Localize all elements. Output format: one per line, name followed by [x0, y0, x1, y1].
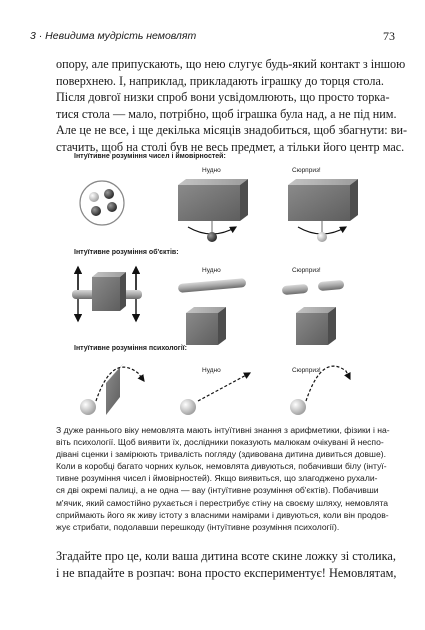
row2-rod-surprise	[282, 280, 345, 345]
row3-surprise-label: Сюрприз!	[292, 367, 321, 374]
text-line: тися стола — мало, потрібно, щоб іграшка була над, а не під ним.	[56, 106, 397, 121]
text-line: стачить, щоб на столі був не весь предмет, а тільки його центр мас.	[56, 139, 405, 154]
running-title: 3 · Невидима мудрість немовлят	[30, 30, 197, 42]
row1-box-boring	[178, 179, 248, 242]
paragraph-top	[56, 56, 408, 156]
row2-title: Інтуїтивне розуміння об'єктів:	[74, 249, 179, 256]
caption-line: віть психології. Щоб виявити їх, дослідники показують малюкам очікувані й неспо-	[56, 437, 384, 448]
text-line: опору, але припускають, що нею слугує будь-який контакт з іншою	[56, 57, 406, 71]
paragraph-bottom	[56, 548, 397, 582]
caption-line: З дуже раннього віку немовлята мають інтуїтивні знання з арифметики, фізики і на-	[56, 425, 390, 435]
infant-intuition-figure	[60, 145, 370, 420]
row1-title: Інтуїтивне розуміння чисел і ймовірностей:	[74, 153, 226, 160]
figure-caption	[56, 424, 390, 533]
running-header	[30, 28, 395, 44]
row2-surprise-label: Сюрприз!	[292, 267, 321, 274]
row3-ball-boring	[180, 373, 250, 415]
row1-box-surprise	[288, 179, 358, 242]
caption-line: м'ячик, який самостійно рухається і перестрибує стіну на своєму шляху, немовлята	[56, 497, 389, 508]
caption-line: Коли в коробці багато чорних кульок, немовлята дивуються, побачивши білу (інтуї-	[56, 461, 387, 472]
caption-line: жує стрибати, подолавши перешкоду (інтуїтивне розуміння психології).	[56, 521, 340, 532]
caption-line: ся дві окремі палиці, а не одна — вау (інтуїтивне розуміння об'єктів). Побачивши	[56, 485, 379, 496]
row2-rod-boring	[178, 278, 247, 345]
text-line: Згадайте про це, коли ваша дитина всоте скине ложку зі столика,	[56, 549, 396, 563]
figure-illustration	[60, 145, 370, 420]
text-line: Але це не все, і ще декілька місяців знадобиться, щоб збагнути: ви-	[56, 123, 408, 138]
text-line: Після довгої низки спроб вони усвідомлюють, що просто торка-	[56, 90, 390, 105]
page-number: 73	[383, 28, 395, 43]
row3-boring-label: Нудно	[202, 367, 221, 374]
text-line: і не впадайте в розпач: вона просто експериментує! Немовлятам,	[56, 566, 397, 580]
row1-surprise-label: Сюрприз!	[292, 167, 321, 174]
row2-occluder-rod	[72, 267, 142, 321]
caption-line: тивне розуміння чисел і ймовірностей). Якщо виявиться, що злагоджено рухали-	[56, 473, 378, 484]
row3-ball-surprise	[290, 366, 350, 415]
row2-boring-label: Нудно	[202, 267, 221, 274]
caption-line: дівані сценки і замірюють тривалість погляду (здивована дитина дивиться довше).	[56, 449, 386, 460]
row1-boring-label: Нудно	[202, 167, 221, 174]
row1-urn	[80, 181, 124, 225]
row3-jumping-ball	[80, 363, 144, 415]
caption-line: сприймають його як живу істоту з власними намірами і дивуються, коли він продов-	[56, 509, 389, 520]
text-line: поверхнею. І, наприклад, прикладають іграшку до торця стола.	[56, 73, 384, 88]
row3-title: Інтуїтивне розуміння психології:	[74, 345, 187, 352]
